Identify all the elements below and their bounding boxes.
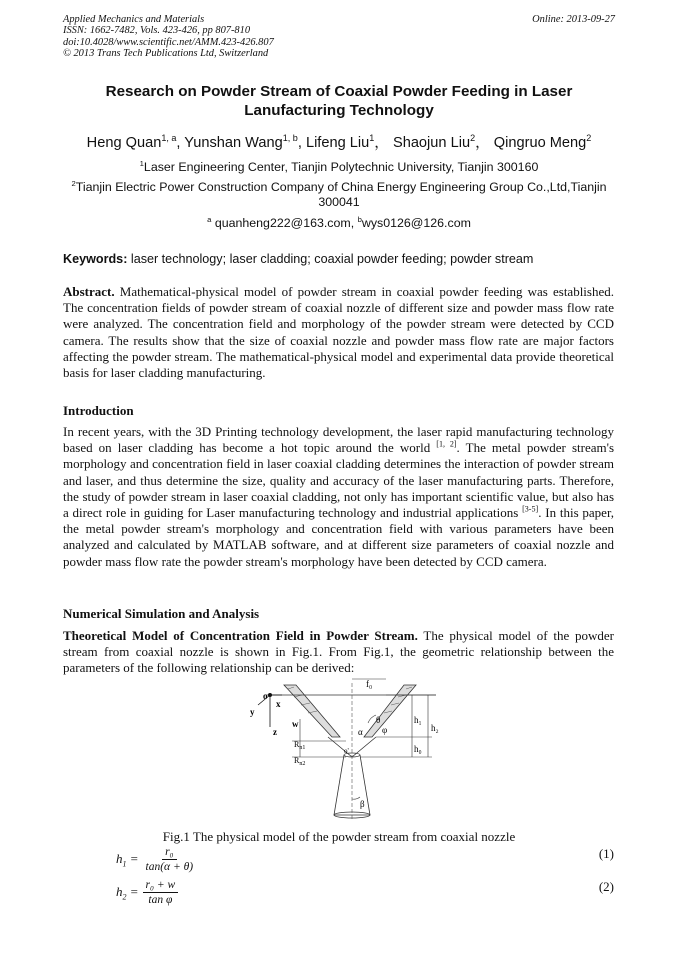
header-line: © 2013 Trans Tech Publications Ltd, Switzerland [63, 47, 269, 59]
author-list [60, 131, 618, 152]
label-f0: f₀ [366, 679, 373, 689]
keywords-text: laser technology; laser cladding; coaxial powder feeding; powder stream [130, 252, 534, 266]
eq-fraction [143, 846, 197, 874]
author-name: Shaojun Liu [392, 135, 471, 151]
label-h2: h₂ [431, 723, 439, 733]
paper-title: Research on Powder Stream of Coaxial Powder Feeding in Laser Lanufacturing Technology [105, 83, 573, 119]
label-w: w [292, 719, 299, 729]
nozzle-right-wall [364, 685, 416, 737]
author-sup: 1 [369, 133, 375, 144]
eq-fraction [143, 879, 179, 907]
equation-2 [116, 879, 178, 907]
email-sup: b [357, 214, 362, 224]
author-name: Heng Quan [86, 135, 162, 151]
equation-1 [116, 846, 196, 874]
section-heading-introduction: Introduction [63, 403, 134, 418]
author-sup: 2 [470, 133, 476, 144]
eq-numerator: r₀ [162, 846, 176, 860]
email-link[interactable]: wys0126@126.com [361, 216, 471, 230]
author-sup: 1, a [161, 133, 177, 144]
author-sep: , [176, 135, 181, 151]
abstract [63, 284, 614, 381]
label-o1: o' [344, 747, 349, 755]
label-alpha: α [358, 727, 363, 737]
keywords [63, 252, 533, 266]
author-sup: 1, b [282, 133, 298, 144]
journal-header [63, 14, 274, 59]
author-sep: ， [374, 135, 389, 151]
email-line [60, 216, 618, 231]
author-sup: 2 [586, 133, 592, 144]
online-date: Online: 2013-09-27 [532, 14, 615, 25]
label-beta: β [360, 799, 365, 809]
eq-lhs: $h_2$ = [116, 884, 139, 902]
numerical-paragraph [63, 628, 614, 677]
equation-number: (1) [598, 846, 614, 861]
label-rn1: $R_{n1}$ [294, 740, 306, 751]
citation[interactable]: [1, 2] [436, 439, 457, 449]
author-name: Lifeng Liu [305, 135, 370, 151]
subsection-label: Theoretical Model of Concentration Field in Powder Stream. [63, 628, 418, 643]
abstract-text: Mathematical-physical model of powder stream in coaxial powder feeding was established. The concentration fields of powder stream of coaxial nozzle of different size and powder mass flow rate were analyzed. The concentration field and morphology of the powder stream were detected by CCD camera. The results show that the size of coaxial nozzle and powder mass flow rate are major factors affecting the powder stream. The mathematical-physical model and experimental data provide theoretical basis for laser cladding manufacturing. [63, 284, 615, 381]
author-name: Yunshan Wang [184, 135, 283, 151]
label-phi: φ [382, 725, 388, 735]
affiliation-2 [60, 180, 618, 210]
eq-denominator: tan(α + θ) [145, 861, 194, 873]
affiliation-sup: 1 [139, 158, 144, 168]
author-sep: ， [475, 135, 490, 151]
email-sup: a [207, 214, 212, 224]
intro-text: . The metal powder stream's morphology and concentration field in laser coaxial cladding determines the interaction of powder stream and laser, and thus determine the size, quality and accuracy of the laser manufacturing parts. Therefore, the study of powder stream in laser coaxial cladding, not only has important scientific value, but also has a direct role in guiding for Laser manufacturing technology and industrial applications [63, 440, 614, 521]
affiliation-1 [60, 160, 618, 175]
label-theta: θ [376, 715, 381, 725]
eq-denominator: tan φ [148, 894, 173, 906]
section-heading-numerical: Numerical Simulation and Analysis [63, 606, 260, 621]
author-sep: , [297, 135, 302, 151]
label-h1: h₁ [414, 715, 422, 725]
label-y: y [250, 707, 255, 717]
keywords-label: Keywords: [63, 252, 128, 266]
header-line: Applied Mechanics and Materials [63, 14, 205, 25]
affiliation-text: Tianjin Electric Power Construction Company of China Energy Engineering Group Co.,Ltd,Tianjin 300041 [75, 180, 607, 209]
label-h0: h₀ [414, 744, 422, 754]
eq-lhs: $h_1$ = [116, 851, 139, 869]
citation[interactable]: [3-5] [522, 504, 539, 514]
header-line: doi:10.4028/www.scientific.net/AMM.423-426.807 [63, 36, 274, 48]
label-rn2: $R_{n2}$ [294, 756, 306, 767]
header-line: ISSN: 1662-7482, Vols. 423-426, pp 807-810 [63, 25, 251, 37]
intro-text: . In this paper, the metal powder stream's morphology and concentration field with various parameters have been analyzed and calculated by MATLAB software, and at different size parameters of coaxial nozzle and powder mass flow rate the powder stream's morphology have been detected by CCD camera. [63, 505, 615, 569]
abstract-label: Abstract. [63, 284, 115, 299]
label-x: x [276, 699, 281, 709]
author-name: Qingruo Meng [493, 135, 587, 151]
introduction-paragraph [63, 424, 614, 570]
affiliation-text: Laser Engineering Center, Tianjin Polytechnic University, Tianjin 300160 [143, 160, 539, 174]
numerical-text: The physical model of the powder stream from coaxial nozzle is shown in Fig.1. From Fig.1, the geometric relationship between the parameters of the following relationship can be derived: [63, 628, 614, 676]
label-z: z [273, 727, 277, 737]
intro-text: In recent years, with the 3D Printing technology development, the laser rapid manufacturing technology based on laser cladding has become a hot topic around the world [63, 424, 614, 456]
affiliation-sup: 2 [71, 178, 76, 188]
nozzle-left-wall [284, 685, 340, 737]
figure-caption: Fig.1 The physical model of the powder stream from coaxial nozzle [162, 829, 516, 844]
eq-numerator: r₀ + w [143, 879, 179, 893]
angle-arc-theta [368, 715, 376, 723]
email-link[interactable]: quanheng222@163.com, [214, 216, 355, 230]
angle-arc-beta [352, 797, 360, 799]
coaxial-nozzle-figure [236, 675, 442, 825]
equation-number: (2) [598, 879, 614, 894]
label-o: o [263, 691, 268, 701]
